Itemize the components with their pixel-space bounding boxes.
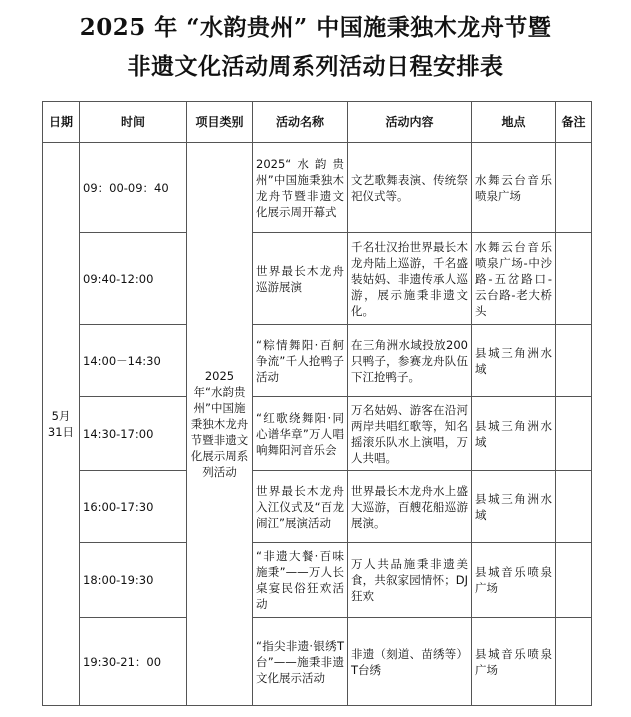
note-cell	[556, 143, 592, 233]
name-cell: 2025“水韵贵州”中国施秉独木龙舟节暨非遗文化展示周开幕式	[253, 143, 348, 233]
content-cell: 在三角洲水域投放200只鸭子，参赛龙舟队伍下江抢鸭子。	[348, 325, 472, 397]
header-row	[43, 102, 592, 143]
location-cell: 县城音乐喷泉广场	[472, 618, 556, 706]
location-cell: 县城三角洲水域	[472, 397, 556, 471]
time-cell: 09：00-09：40	[80, 143, 187, 233]
header-category: 项目类别	[187, 102, 253, 143]
note-cell	[556, 618, 592, 706]
time-cell: 18:00-19:30	[80, 543, 187, 618]
name-cell: “红歌绕舞阳·同心谱华章”万人唱响舞阳河音乐会	[253, 397, 348, 471]
document-title-line1: 2025 年 “水韵贵州” 中国施秉独木龙舟节暨	[79, 14, 552, 41]
header-location: 地点	[472, 102, 556, 143]
content-cell: 文艺歌舞表演、传统祭祀仪式等。	[348, 143, 472, 233]
schedule-table	[42, 101, 592, 706]
location-cell: 县城三角洲水域	[472, 471, 556, 543]
time-cell: 14:30-17:00	[80, 397, 187, 471]
document-title-line2: 非遗文化活动周系列活动日程安排表	[127, 53, 504, 80]
content-cell: 世界最长木龙舟水上盛大巡游，百艘花船巡游展演。	[348, 471, 472, 543]
note-cell	[556, 233, 592, 325]
location-cell: 县城音乐喷泉广场	[472, 543, 556, 618]
table-row	[43, 233, 592, 325]
header-time: 时间	[80, 102, 187, 143]
header-content: 活动内容	[348, 102, 472, 143]
note-cell	[556, 471, 592, 543]
location-cell: 水舞云台音乐喷泉广场	[472, 143, 556, 233]
note-cell	[556, 543, 592, 618]
time-cell: 19:30-21：00	[80, 618, 187, 706]
note-cell	[556, 325, 592, 397]
location-cell: 县城三角洲水域	[472, 325, 556, 397]
table-row	[43, 618, 592, 706]
table-row	[43, 325, 592, 397]
content-cell: 千名壮汉抬世界最长木龙舟陆上巡游，千名盛装姑妈、非遗传承人巡游，展示施秉非遗文化。	[348, 233, 472, 325]
date-cell: 5月31日	[43, 143, 80, 706]
content-cell: 非遗（刻道、苗绣等）T台绣	[348, 618, 472, 706]
location-cell: 水舞云台音乐喷泉广场-中沙路-五岔路口-云台路-老大桥头	[472, 233, 556, 325]
name-cell: 世界最长木龙舟巡游展演	[253, 233, 348, 325]
table-row	[43, 143, 592, 233]
content-cell: 万人共品施秉非遗美食，共叙家园情怀；DJ狂欢	[348, 543, 472, 618]
name-cell: “指尖非遗·银绣T台”——施秉非遗文化展示活动	[253, 618, 348, 706]
table-row	[43, 397, 592, 471]
name-cell: “非遗大餐·百味施秉”——万人长桌宴民俗狂欢活动	[253, 543, 348, 618]
table-row	[43, 471, 592, 543]
category-cell: 2025 年“水韵贵州”中国施秉独木龙舟节暨非遗文化展示周系列活动	[187, 143, 253, 706]
header-date: 日期	[43, 102, 80, 143]
time-cell: 09:40-12:00	[80, 233, 187, 325]
name-cell: 世界最长木龙舟入江仪式及“百龙闹江”展演活动	[253, 471, 348, 543]
time-cell: 16:00-17:30	[80, 471, 187, 543]
header-name: 活动名称	[253, 102, 348, 143]
header-note: 备注	[556, 102, 592, 143]
note-cell	[556, 397, 592, 471]
table-row	[43, 543, 592, 618]
name-cell: “粽情舞阳·百舸争流”千人抢鸭子活动	[253, 325, 348, 397]
time-cell: 14:00－14:30	[80, 325, 187, 397]
content-cell: 万名姑妈、游客在沿河两岸共唱红歌等，知名摇滚乐队水上演唱，万人共唱。	[348, 397, 472, 471]
